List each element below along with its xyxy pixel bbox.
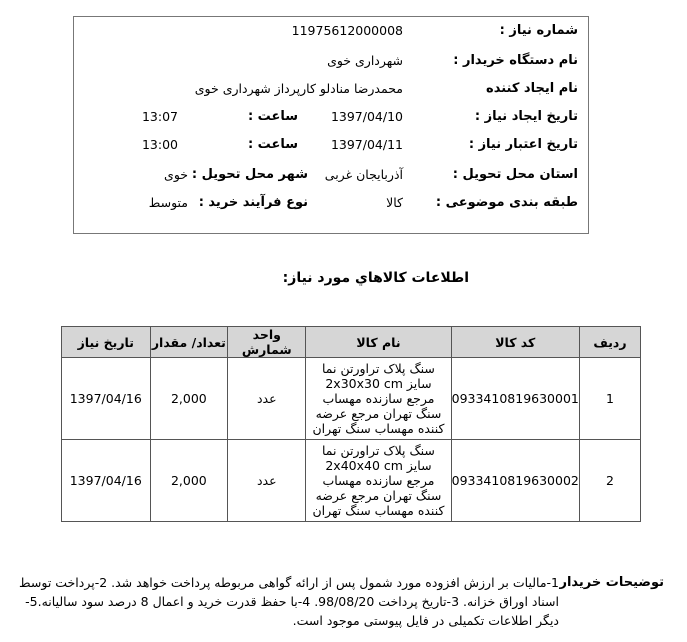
need-number-value: 11975612000008 bbox=[291, 23, 403, 38]
cell-row: 1 bbox=[579, 358, 640, 440]
created-date-row bbox=[74, 109, 588, 137]
province-row bbox=[74, 167, 588, 195]
validity-date-label: تاریخ اعتبار نیاز : bbox=[468, 137, 578, 152]
category-row bbox=[74, 195, 588, 223]
col-header-name: نام کالا bbox=[306, 327, 451, 358]
col-header-row: ردیف bbox=[579, 327, 640, 358]
cell-name: سنگ پلاک تراورتن نما سایز 2x30x30 cm مرجع سازنده مهساب سنگ تهران مرجع عرضه کننده مهساب سنگ تهران bbox=[306, 358, 451, 440]
process-label: نوع فرآیند خرید : bbox=[198, 195, 308, 210]
cell-qty: 2,000 bbox=[150, 440, 228, 522]
table-row bbox=[62, 440, 641, 522]
col-header-unit: واحد شمارش bbox=[228, 327, 306, 358]
col-header-qty: تعداد/ مقدار bbox=[150, 327, 228, 358]
table-row bbox=[62, 358, 641, 440]
creator-label: نام ایجاد کننده bbox=[486, 81, 578, 96]
category-label: طبقه بندی موضوعی : bbox=[435, 195, 578, 210]
cell-date: 1397/04/16 bbox=[62, 440, 151, 522]
table-header-row bbox=[62, 327, 641, 358]
city-label: شهر محل تحویل : bbox=[191, 167, 308, 182]
cell-date: 1397/04/16 bbox=[62, 358, 151, 440]
need-number-row bbox=[74, 23, 588, 51]
province-label: استان محل تحویل : bbox=[452, 167, 578, 182]
cell-unit: عدد bbox=[228, 440, 306, 522]
buyer-notes-text: 1-مالیات بر ارزش افزوده مورد شمول پس از ارائه گواهی مربوطه پرداخت خواهد شد. 2-پرداخت توسط اسناد اوراق خزانه. 3-تاریخ پرداخت 98/08/20. 4-با حفظ قدرت خرید و اعمال 8 درصد سود سالیانه.5-دیگر اطلاعات تکمیلی در فایل پیوستی موجود است. bbox=[19, 575, 559, 628]
need-number-label: شماره نیاز : bbox=[499, 23, 578, 38]
buyer-org-value: شهرداری خوی bbox=[327, 53, 403, 68]
cell-name: سنگ پلاک تراورتن نما سایز 2x40x40 cm مرجع سازنده مهساب سنگ تهران مرجع عرضه کننده مهساب سنگ تهران bbox=[306, 440, 451, 522]
province-value: آذربایجان غربی bbox=[324, 167, 403, 182]
validity-time-label: ساعت : bbox=[247, 137, 298, 152]
col-header-code: کد کالا bbox=[451, 327, 579, 358]
validity-time-value: 13:00 bbox=[141, 137, 178, 152]
cell-unit: عدد bbox=[228, 358, 306, 440]
buyer-org-row bbox=[74, 53, 588, 81]
items-section-title: اطلاعات كالاهاي مورد نياز: bbox=[282, 270, 469, 286]
created-time-label: ساعت : bbox=[247, 109, 298, 124]
created-date-value: 1397/04/10 bbox=[330, 109, 403, 124]
cell-qty: 2,000 bbox=[150, 358, 228, 440]
cell-row: 2 bbox=[579, 440, 640, 522]
process-value: متوسط bbox=[148, 195, 188, 210]
created-date-label: تاریخ ایجاد نیاز : bbox=[474, 109, 578, 124]
category-value: کالا bbox=[386, 195, 403, 210]
col-header-date: تاریخ نیاز bbox=[62, 327, 151, 358]
created-time-value: 13:07 bbox=[141, 109, 178, 124]
city-value: خوی bbox=[164, 167, 188, 182]
validity-date-value: 1397/04/11 bbox=[330, 137, 403, 152]
validity-date-row bbox=[74, 137, 588, 165]
cell-code: 0933410819630001 bbox=[451, 358, 579, 440]
cell-code: 0933410819630002 bbox=[451, 440, 579, 522]
creator-row bbox=[74, 81, 588, 109]
buyer-org-label: نام دستگاه خریدار : bbox=[453, 53, 578, 68]
items-table bbox=[61, 326, 641, 522]
buyer-notes-label: توضیحات خریدار bbox=[559, 575, 664, 590]
creator-value: محمدرضا منادلو کارپرداز شهرداری خوی bbox=[194, 81, 403, 96]
need-info-box bbox=[73, 16, 589, 234]
